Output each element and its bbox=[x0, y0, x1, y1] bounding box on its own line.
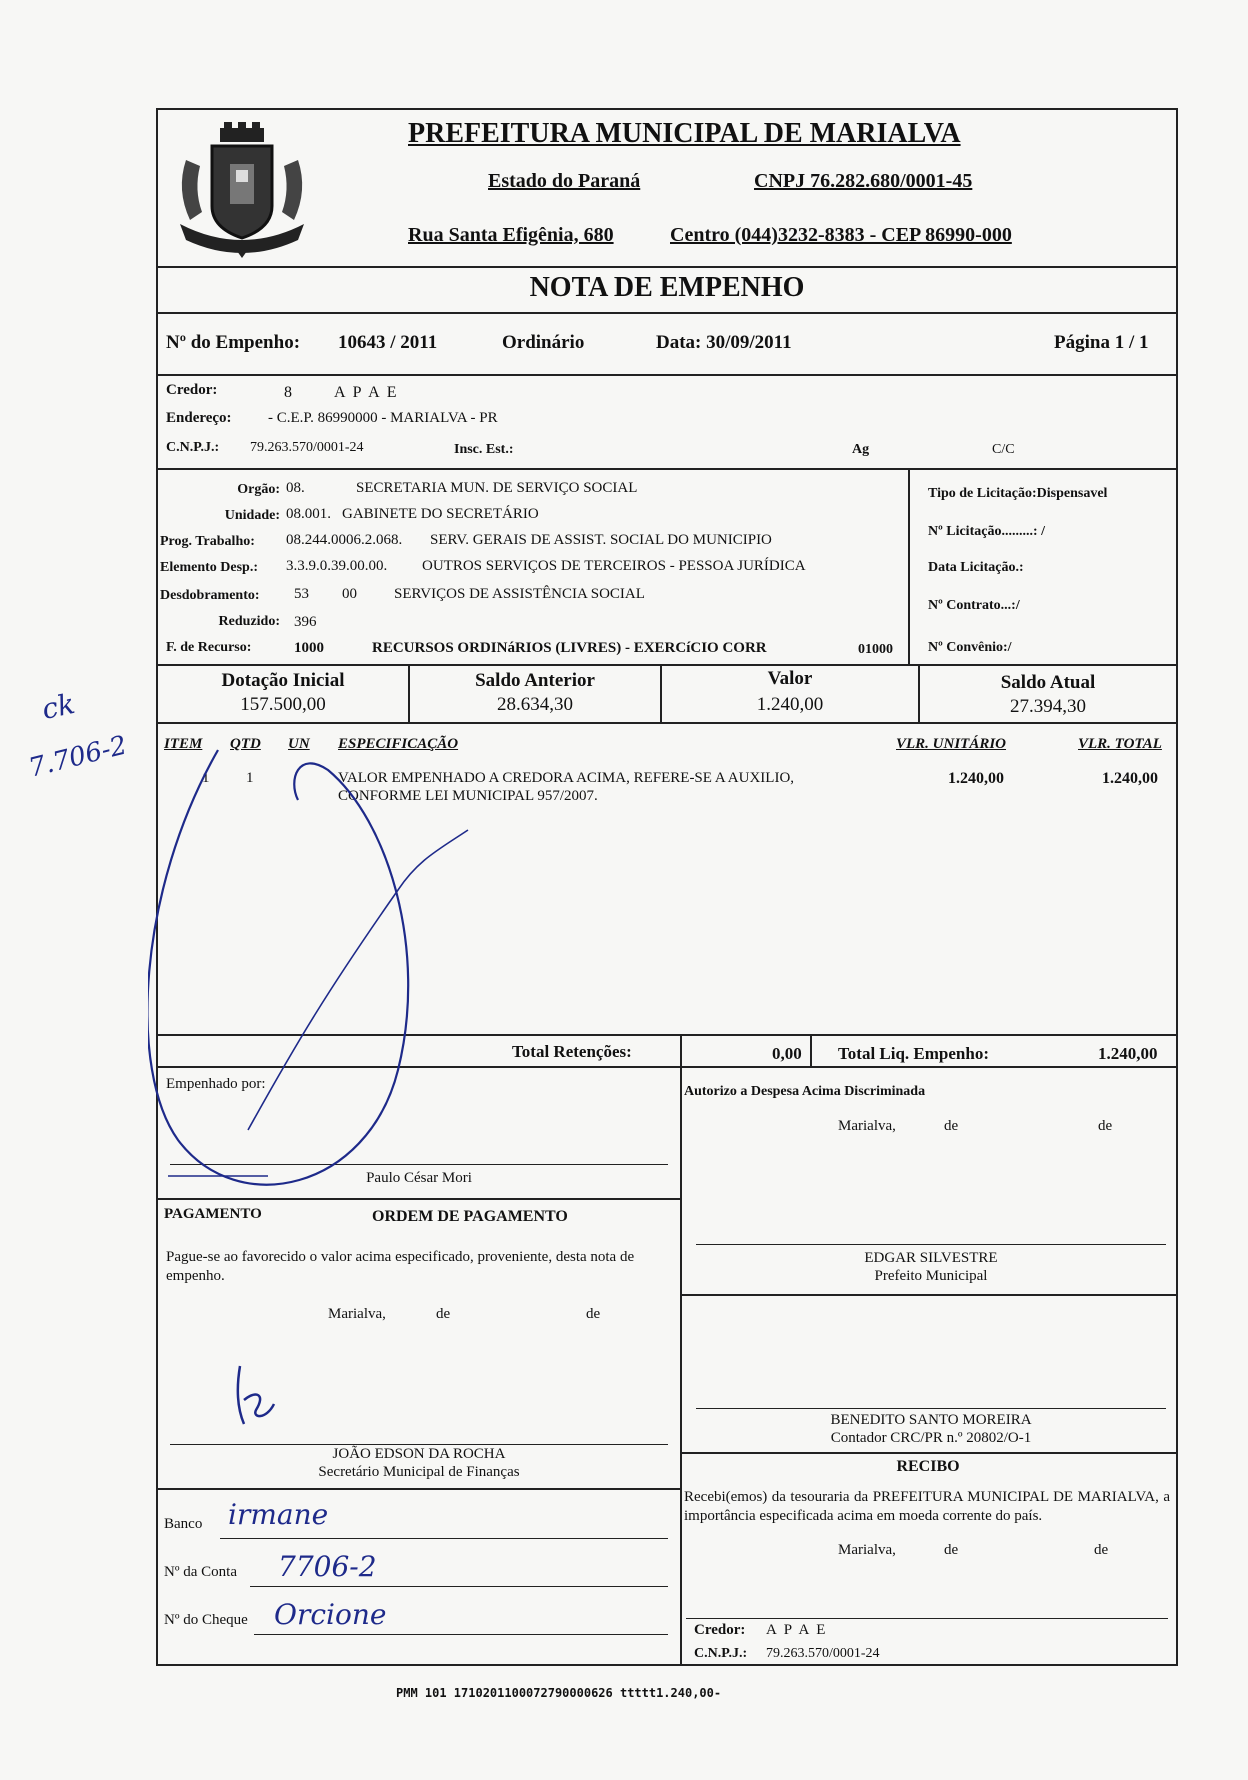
pagamento-role: Secretário Municipal de Finanças bbox=[318, 1464, 520, 1480]
total-liquido-value: 1.240,00 bbox=[1098, 1044, 1158, 1063]
desdobramento-label: Desdobramento: bbox=[160, 588, 260, 603]
recibo-text: Recebi(emos) da tesouraria da PREFEITURA MUNICIPAL DE MARIALVA, a importância especificada acima em moeda corrente do país. bbox=[684, 1489, 1170, 1524]
empenho-date: Data: 30/09/2011 bbox=[656, 332, 792, 353]
insc-est-label: Insc. Est.: bbox=[454, 442, 514, 457]
unidade-label: Unidade: bbox=[224, 508, 280, 523]
pagamento-place: Marialva, bbox=[328, 1306, 386, 1322]
elemento-label: Elemento Desp.: bbox=[160, 560, 258, 575]
footer-code: PMM 101 1710201100072790000626 ttttt1.240,00- bbox=[396, 1686, 722, 1700]
contador-role: Contador CRC/PR n.º 20802/O-1 bbox=[830, 1430, 1032, 1446]
credor-address-label: Endereço: bbox=[166, 410, 232, 426]
recibo-credor-name: A P A E bbox=[766, 1622, 828, 1638]
desdobramento-desc: SERVIÇOS DE ASSISTÊNCIA SOCIAL bbox=[394, 586, 645, 602]
data-licitacao: Data Licitação.: bbox=[928, 560, 1024, 575]
pagamento-text: Pague-se ao favorecido o valor acima especificado, proveniente, desta nota de empenho. bbox=[166, 1249, 635, 1284]
prefeito-name: EDGAR SILVESTRE bbox=[864, 1250, 998, 1266]
header-address: Rua Santa Efigênia, 680 bbox=[408, 224, 614, 246]
autorizo-de2: de bbox=[1098, 1118, 1113, 1134]
autorizo-de1: de bbox=[944, 1118, 959, 1134]
recibo-credor-label: Credor: bbox=[694, 1622, 746, 1638]
page-number: Página 1 / 1 bbox=[1054, 332, 1149, 353]
numero-convenio: Nº Convênio:/ bbox=[928, 640, 1012, 655]
pagamento-signature bbox=[226, 1360, 306, 1437]
handwritten-signature-loop bbox=[148, 710, 568, 1330]
tipo-licitacao: Tipo de Licitação:Dispensavel bbox=[928, 486, 1108, 501]
item-desc-line2: CONFORME LEI MUNICIPAL 957/2007. bbox=[338, 788, 598, 804]
conta-label: Nº da Conta bbox=[164, 1564, 237, 1580]
credor-code: 8 bbox=[284, 384, 292, 401]
credor-name: A P A E bbox=[334, 384, 399, 401]
state-name: Estado do Paraná bbox=[488, 170, 641, 192]
elemento-desc: OUTROS SERVIÇOS DE TERCEIROS - PESSOA JURÍDICA bbox=[422, 558, 806, 574]
reduzido-code: 396 bbox=[294, 614, 317, 630]
autorizo-place: Marialva, bbox=[838, 1118, 896, 1134]
header-address-rest: Centro (044)3232-8383 - CEP 86990-000 bbox=[670, 224, 1012, 246]
credor-cnpj-label: C.N.P.J.: bbox=[166, 440, 220, 455]
agencia-label: Ag bbox=[852, 442, 870, 457]
prog-trabalho-label: Prog. Trabalho: bbox=[160, 534, 255, 549]
col-un-header: UN bbox=[288, 736, 310, 752]
document-title: NOTA DE EMPENHO bbox=[529, 272, 805, 303]
valor-label: Valor bbox=[767, 668, 813, 689]
numero-contrato: Nº Contrato...:/ bbox=[928, 598, 1020, 613]
empenho-type: Ordinário bbox=[502, 332, 585, 353]
margin-note-account: 7.706-2 bbox=[25, 730, 130, 784]
item-unit-value: 1.240,00 bbox=[948, 770, 1004, 787]
credor-cnpj: 79.263.570/0001-24 bbox=[250, 440, 364, 455]
orgao-code: 08. bbox=[286, 480, 305, 496]
saldo-anterior-label: Saldo Anterior bbox=[475, 670, 595, 691]
recibo-place: Marialva, bbox=[838, 1542, 896, 1558]
cheque-label: Nº do Cheque bbox=[164, 1612, 248, 1628]
col-unit-header: VLR. UNITÁRIO bbox=[896, 736, 1007, 752]
ordem-pagamento-title: ORDEM DE PAGAMENTO bbox=[372, 1208, 568, 1225]
unidade-desc: GABINETE DO SECRETÁRIO bbox=[342, 506, 539, 522]
unidade-code: 08.001. bbox=[286, 506, 331, 522]
item-qty: 1 bbox=[246, 770, 254, 786]
item-total-value: 1.240,00 bbox=[1102, 770, 1158, 787]
fonte-desc: RECURSOS ORDINáRIOS (LIVRES) - EXERCíCIO CORR bbox=[372, 640, 767, 656]
credor-address: - C.E.P. 86990000 - MARIALVA - PR bbox=[268, 410, 498, 426]
numero-licitacao: Nº Licitação.........: / bbox=[928, 524, 1045, 539]
saldo-atual-label: Saldo Atual bbox=[1000, 672, 1096, 693]
conta-handwritten: 7706-2 bbox=[278, 1550, 377, 1583]
dotacao-label: Dotação Inicial bbox=[221, 670, 345, 691]
header-cnpj: CNPJ 76.282.680/0001-45 bbox=[754, 170, 973, 192]
col-qtd-header: QTD bbox=[230, 736, 261, 752]
fonte-ref: 01000 bbox=[858, 642, 893, 657]
orgao-label: Orgão: bbox=[237, 482, 280, 497]
total-retencoes-label: Total Retenções: bbox=[512, 1042, 632, 1061]
fonte-label: F. de Recurso: bbox=[166, 640, 252, 655]
reduzido-label: Reduzido: bbox=[218, 614, 280, 629]
banco-handwritten: irmane bbox=[228, 1498, 329, 1531]
cheque-handwritten: Orcione bbox=[274, 1598, 387, 1631]
banco-label: Banco bbox=[164, 1516, 203, 1532]
saldo-atual-value: 27.394,30 bbox=[1010, 696, 1086, 717]
pagamento-de2: de bbox=[586, 1306, 601, 1322]
total-liquido-label: Total Liq. Empenho: bbox=[838, 1044, 989, 1063]
recibo-de1: de bbox=[944, 1542, 959, 1558]
desdobramento-code: 53 bbox=[294, 586, 309, 602]
empenhado-por-label: Empenhado por: bbox=[166, 1076, 266, 1092]
desdobramento-sub: 00 bbox=[342, 586, 357, 602]
elemento-code: 3.3.9.0.39.00.00. bbox=[286, 558, 388, 574]
empenhado-name: Paulo César Mori bbox=[366, 1170, 472, 1186]
empenho-number-label: Nº do Empenho: bbox=[166, 332, 301, 353]
orgao-desc: SECRETARIA MUN. DE SERVIÇO SOCIAL bbox=[356, 480, 638, 496]
autorizo-label: Autorizo a Despesa Acima Discriminada bbox=[684, 1084, 926, 1099]
item-desc-line1: VALOR EMPENHADO A CREDORA ACIMA, REFERE-SE A AUXILIO, bbox=[338, 770, 795, 786]
recibo-cnpj-label: C.N.P.J.: bbox=[694, 1646, 748, 1661]
municipality-title: PREFEITURA MUNICIPAL DE MARIALVA bbox=[408, 118, 961, 149]
empenho-number: 10643 / 2011 bbox=[338, 332, 438, 353]
pagamento-name: JOÃO EDSON DA ROCHA bbox=[332, 1446, 506, 1462]
col-total-header: VLR. TOTAL bbox=[1078, 736, 1162, 752]
prog-trabalho-code: 08.244.0006.2.068. bbox=[286, 532, 403, 548]
prefeito-role: Prefeito Municipal bbox=[874, 1268, 988, 1284]
recibo-cnpj: 79.263.570/0001-24 bbox=[766, 1646, 880, 1661]
nota-de-empenho-form bbox=[156, 108, 1178, 1666]
recibo-title: RECIBO bbox=[896, 1458, 960, 1475]
margin-note-ck: ck bbox=[38, 686, 78, 727]
valor-value: 1.240,00 bbox=[756, 694, 824, 715]
recibo-de2: de bbox=[1094, 1542, 1109, 1558]
credor-label: Credor: bbox=[166, 382, 218, 398]
dotacao-value: 157.500,00 bbox=[240, 694, 326, 715]
contador-name: BENEDITO SANTO MOREIRA bbox=[830, 1412, 1032, 1428]
prog-trabalho-desc: SERV. GERAIS DE ASSIST. SOCIAL DO MUNICIPIO bbox=[430, 532, 772, 548]
item-number: 1 bbox=[202, 770, 210, 786]
total-retencoes-value: 0,00 bbox=[772, 1044, 802, 1063]
col-espec-header: ESPECIFICAÇÃO bbox=[338, 736, 459, 752]
conta-corrente-label: C/C bbox=[992, 442, 1015, 457]
pagamento-de1: de bbox=[436, 1306, 451, 1322]
fonte-code: 1000 bbox=[294, 640, 324, 656]
coat-of-arms-logo bbox=[172, 120, 312, 260]
pagamento-label: PAGAMENTO bbox=[164, 1206, 262, 1222]
col-item-header: ITEM bbox=[164, 736, 203, 752]
saldo-anterior-value: 28.634,30 bbox=[497, 694, 573, 715]
